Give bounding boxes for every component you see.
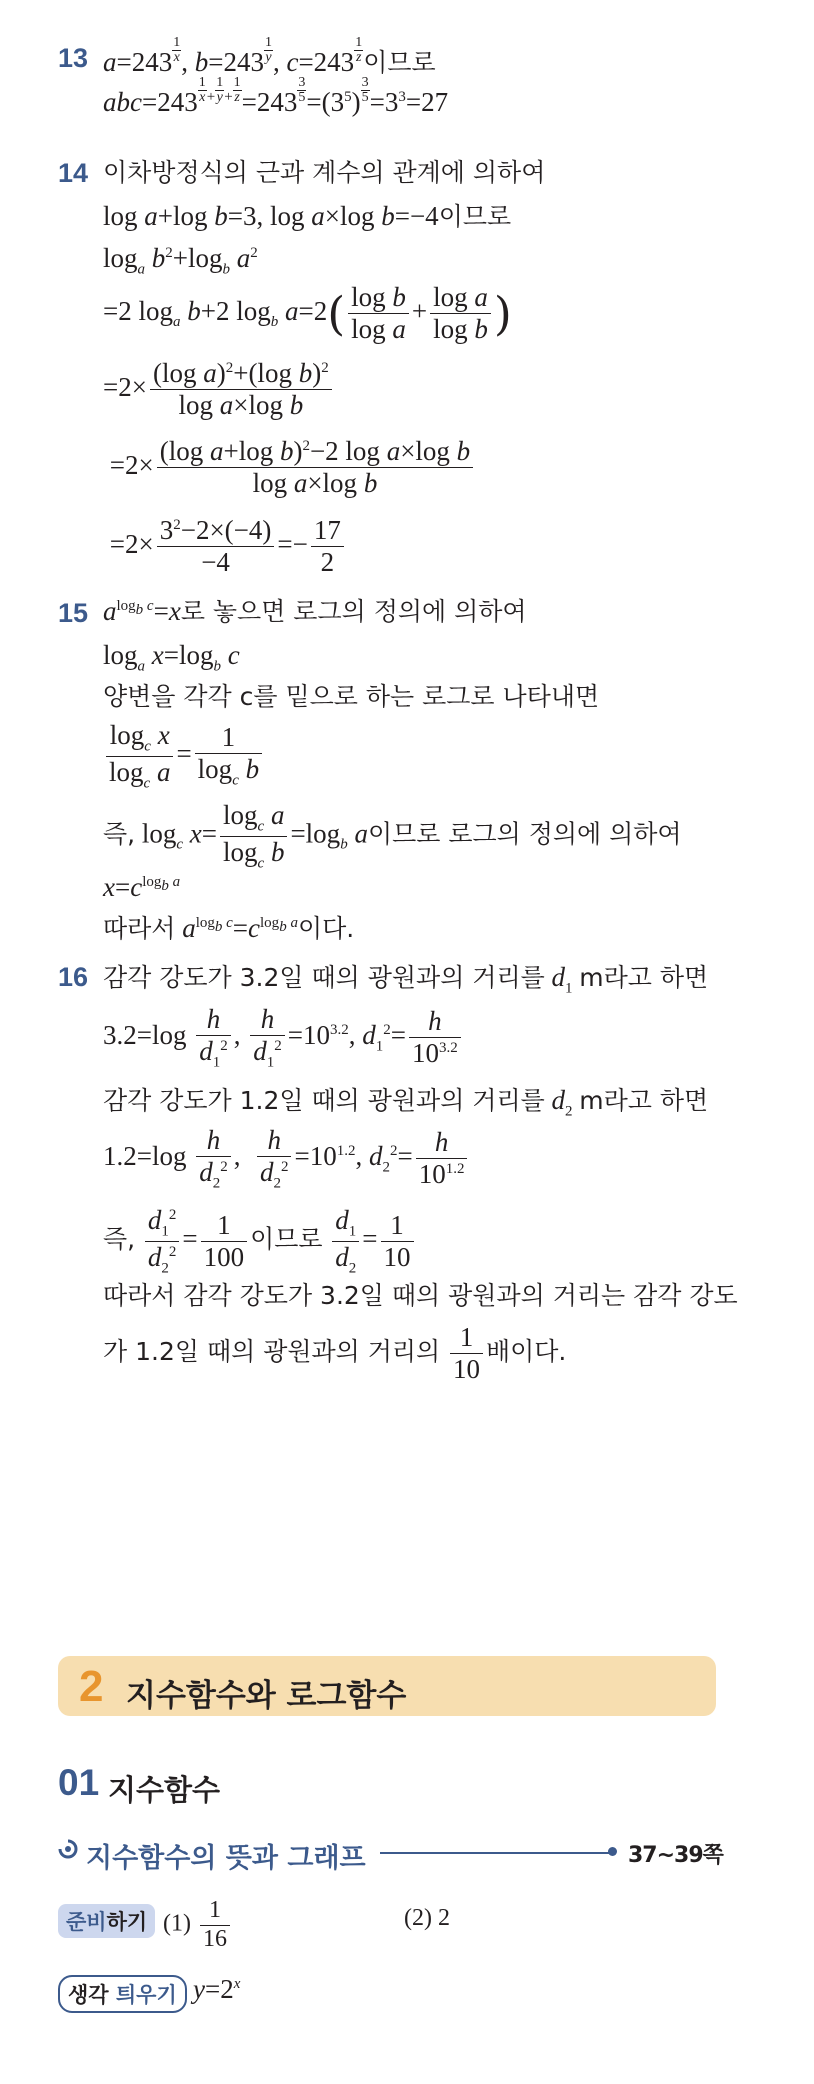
p16-conclusion2-post: 배이다.: [485, 1336, 567, 1366]
p14-step4: =2× $\frac{3^2-2\times(-4)}{-4}$ =− $\frac{17}{2}$: [103, 515, 347, 578]
subsection-rule-dot: [608, 1847, 617, 1856]
p16-intro2: 감각 강도가 1.2일 때의 광원과의 거리를 $d_2$ m라고 하면: [103, 1085, 709, 1120]
p15-set: $a^{log_b c}=x$로 놓으면 로그의 정의에 의하여: [103, 596, 527, 626]
problem-number-13: 13: [58, 43, 89, 73]
subsection-pages: 37~39쪽: [628, 1843, 723, 1868]
chapter-title: 지수함수와 로그함수: [126, 1678, 407, 1714]
p15-so: 즉, $\log_c x=$ $\frac{\log_c a}{\log_c b}$ $=\log_b$ a이므로 로그의 정의에 의하여: [103, 800, 682, 872]
prepare-tag-a: 준비: [66, 1910, 107, 1934]
p13-line2: abc=243 $\frac{1}{x}$ + $\frac{1}{y}$ + $\frac{1}{z}$ =243 $\frac{3}{5}$ $=(3^5)$ $\frac{3}{5}$ $=3^3=27$: [103, 75, 449, 117]
p15-set-tail: 로 놓으면 로그의 정의에 의하여: [180, 597, 527, 626]
p16-so-mid: 이므로: [250, 1224, 323, 1254]
p15-so-prefix: 즉,: [103, 819, 136, 849]
p16-intro2-post: m라고 하면: [579, 1086, 709, 1115]
p14-intro: 이차방정식의 근과 계수의 관계에 의하여: [103, 158, 546, 187]
p15-so-tail: 이므로 로그의 정의에 의하여: [367, 819, 682, 849]
section-number: 01: [58, 1762, 100, 1803]
p15-equation: $\log_a x=\log_b$ c: [103, 640, 240, 675]
p16-conclusion2-pre: 가 1.2일 때의 광원과의 거리의: [103, 1336, 441, 1366]
prepare-answer-2: (2) 2: [404, 1905, 450, 1931]
p15-base-change: 양변을 각각 c를 밑으로 하는 로그로 나타내면: [103, 682, 600, 711]
p14-step2: =2× $\frac{(\log a)^2+(\log b)^2}{\text{log a×log b}}$: [103, 358, 335, 421]
section-title: 지수함수: [108, 1773, 221, 1807]
think-tag-b: 틔우기: [115, 1983, 177, 2007]
p13-line1: a=243 $\frac{1}{x}$ , b=243 $\frac{1}{y}$ , c=243 $\frac{1}{z}$ 이므로: [103, 35, 436, 77]
p16-so: 즉, $\frac{d_1^2}{d_2^2}$ = $\frac{1}{100}$ 이므로 $\frac{d_1}{d_2}$ = $\frac{1}{10}$: [103, 1205, 417, 1277]
p16-intro1: 감각 강도가 3.2일 때의 광원과의 거리를 $d_1$ m라고 하면: [103, 962, 709, 997]
target-bullet-icon: [58, 1839, 78, 1859]
p16-so-prefix: 즉,: [103, 1224, 136, 1254]
prepare-tag-b: 하기: [106, 1910, 148, 1934]
chapter-banner: [58, 1656, 716, 1716]
think-tag-a: 생각: [68, 1983, 109, 2007]
p16-eq2: 1.2=log $\frac{h}{d_2^2}$ , $\frac{h}{d_2^2}$ $=10^{1.2}$, $d_2^2=$ $\frac{h}{10^{1.2}}$: [103, 1125, 470, 1193]
p14-step1: =2 $\log_a b+2$ $\log_b a=2$( $\frac{\text{log b}}{\text{log a}}$ + $\frac{\text{log a}}{\text{log b}}$ ): [103, 282, 512, 345]
p16-conclusion1: 따라서 감각 강도가 3.2일 때의 광원과의 거리는 감각 강도: [103, 1281, 738, 1310]
p14-cond-tail: 이므로: [438, 202, 512, 231]
p16-intro1-pre: 감각 강도가 3.2일 때의 광원과의 거리를: [103, 963, 545, 992]
prepare-answer-1: (1) $\frac{1}{16}$: [163, 1897, 233, 1953]
p15-conclusion-tail: 이다.: [297, 914, 355, 943]
p15-conclusion-prefix: 따라서: [103, 914, 176, 943]
think-answer: $y=2^x$: [193, 1974, 241, 2004]
p16-conclusion2: 가 1.2일 때의 광원과의 거리의 $\frac{1}{10}$ 배이다.: [103, 1322, 567, 1385]
p14-step3: =2× $\frac{(\log a+\log b)^2-2 \log a\times\log b}{\text{log a×log b}}$: [103, 436, 476, 499]
p16-intro2-pre: 감각 강도가 1.2일 때의 광원과의 거리를: [103, 1086, 545, 1115]
p14-expression: $\log_a b^2+\log_b$ $a^2$: [103, 243, 258, 278]
chapter-number: 2: [79, 1662, 104, 1711]
problem-number-16: 16: [58, 962, 89, 992]
prepare-tag: [58, 1904, 155, 1938]
p16-intro1-post: m라고 하면: [579, 963, 709, 992]
prepare-item1-label: (1): [163, 1910, 191, 1937]
problem-number-15: 15: [58, 598, 89, 628]
p16-eq1: 3.2=log $\frac{h}{d_1^2}$ , $\frac{h}{d_1^2}$ $=10^{3.2}$, $d_1^2=$ $\frac{h}{10^{3.2}}$: [103, 1004, 464, 1072]
problem-number-14: 14: [58, 158, 89, 188]
p15-result: $x=c^{log_b a}$: [103, 872, 181, 902]
p14-condition: log a+log b=3, log a×log b=−4이므로: [103, 201, 512, 231]
p15-conclusion: 따라서 $a^{log_b c}=c^{log_b a}$이다.: [103, 913, 355, 943]
subsection-title: 지수함수의 뜻과 그래프: [86, 1843, 366, 1874]
p15-ratio: $\frac{\log_c x}{\log_c a}$ = $\frac{1}{\log_c b}$: [103, 720, 265, 792]
subsection-rule: [380, 1852, 610, 1854]
think-tag: [58, 1975, 187, 2013]
